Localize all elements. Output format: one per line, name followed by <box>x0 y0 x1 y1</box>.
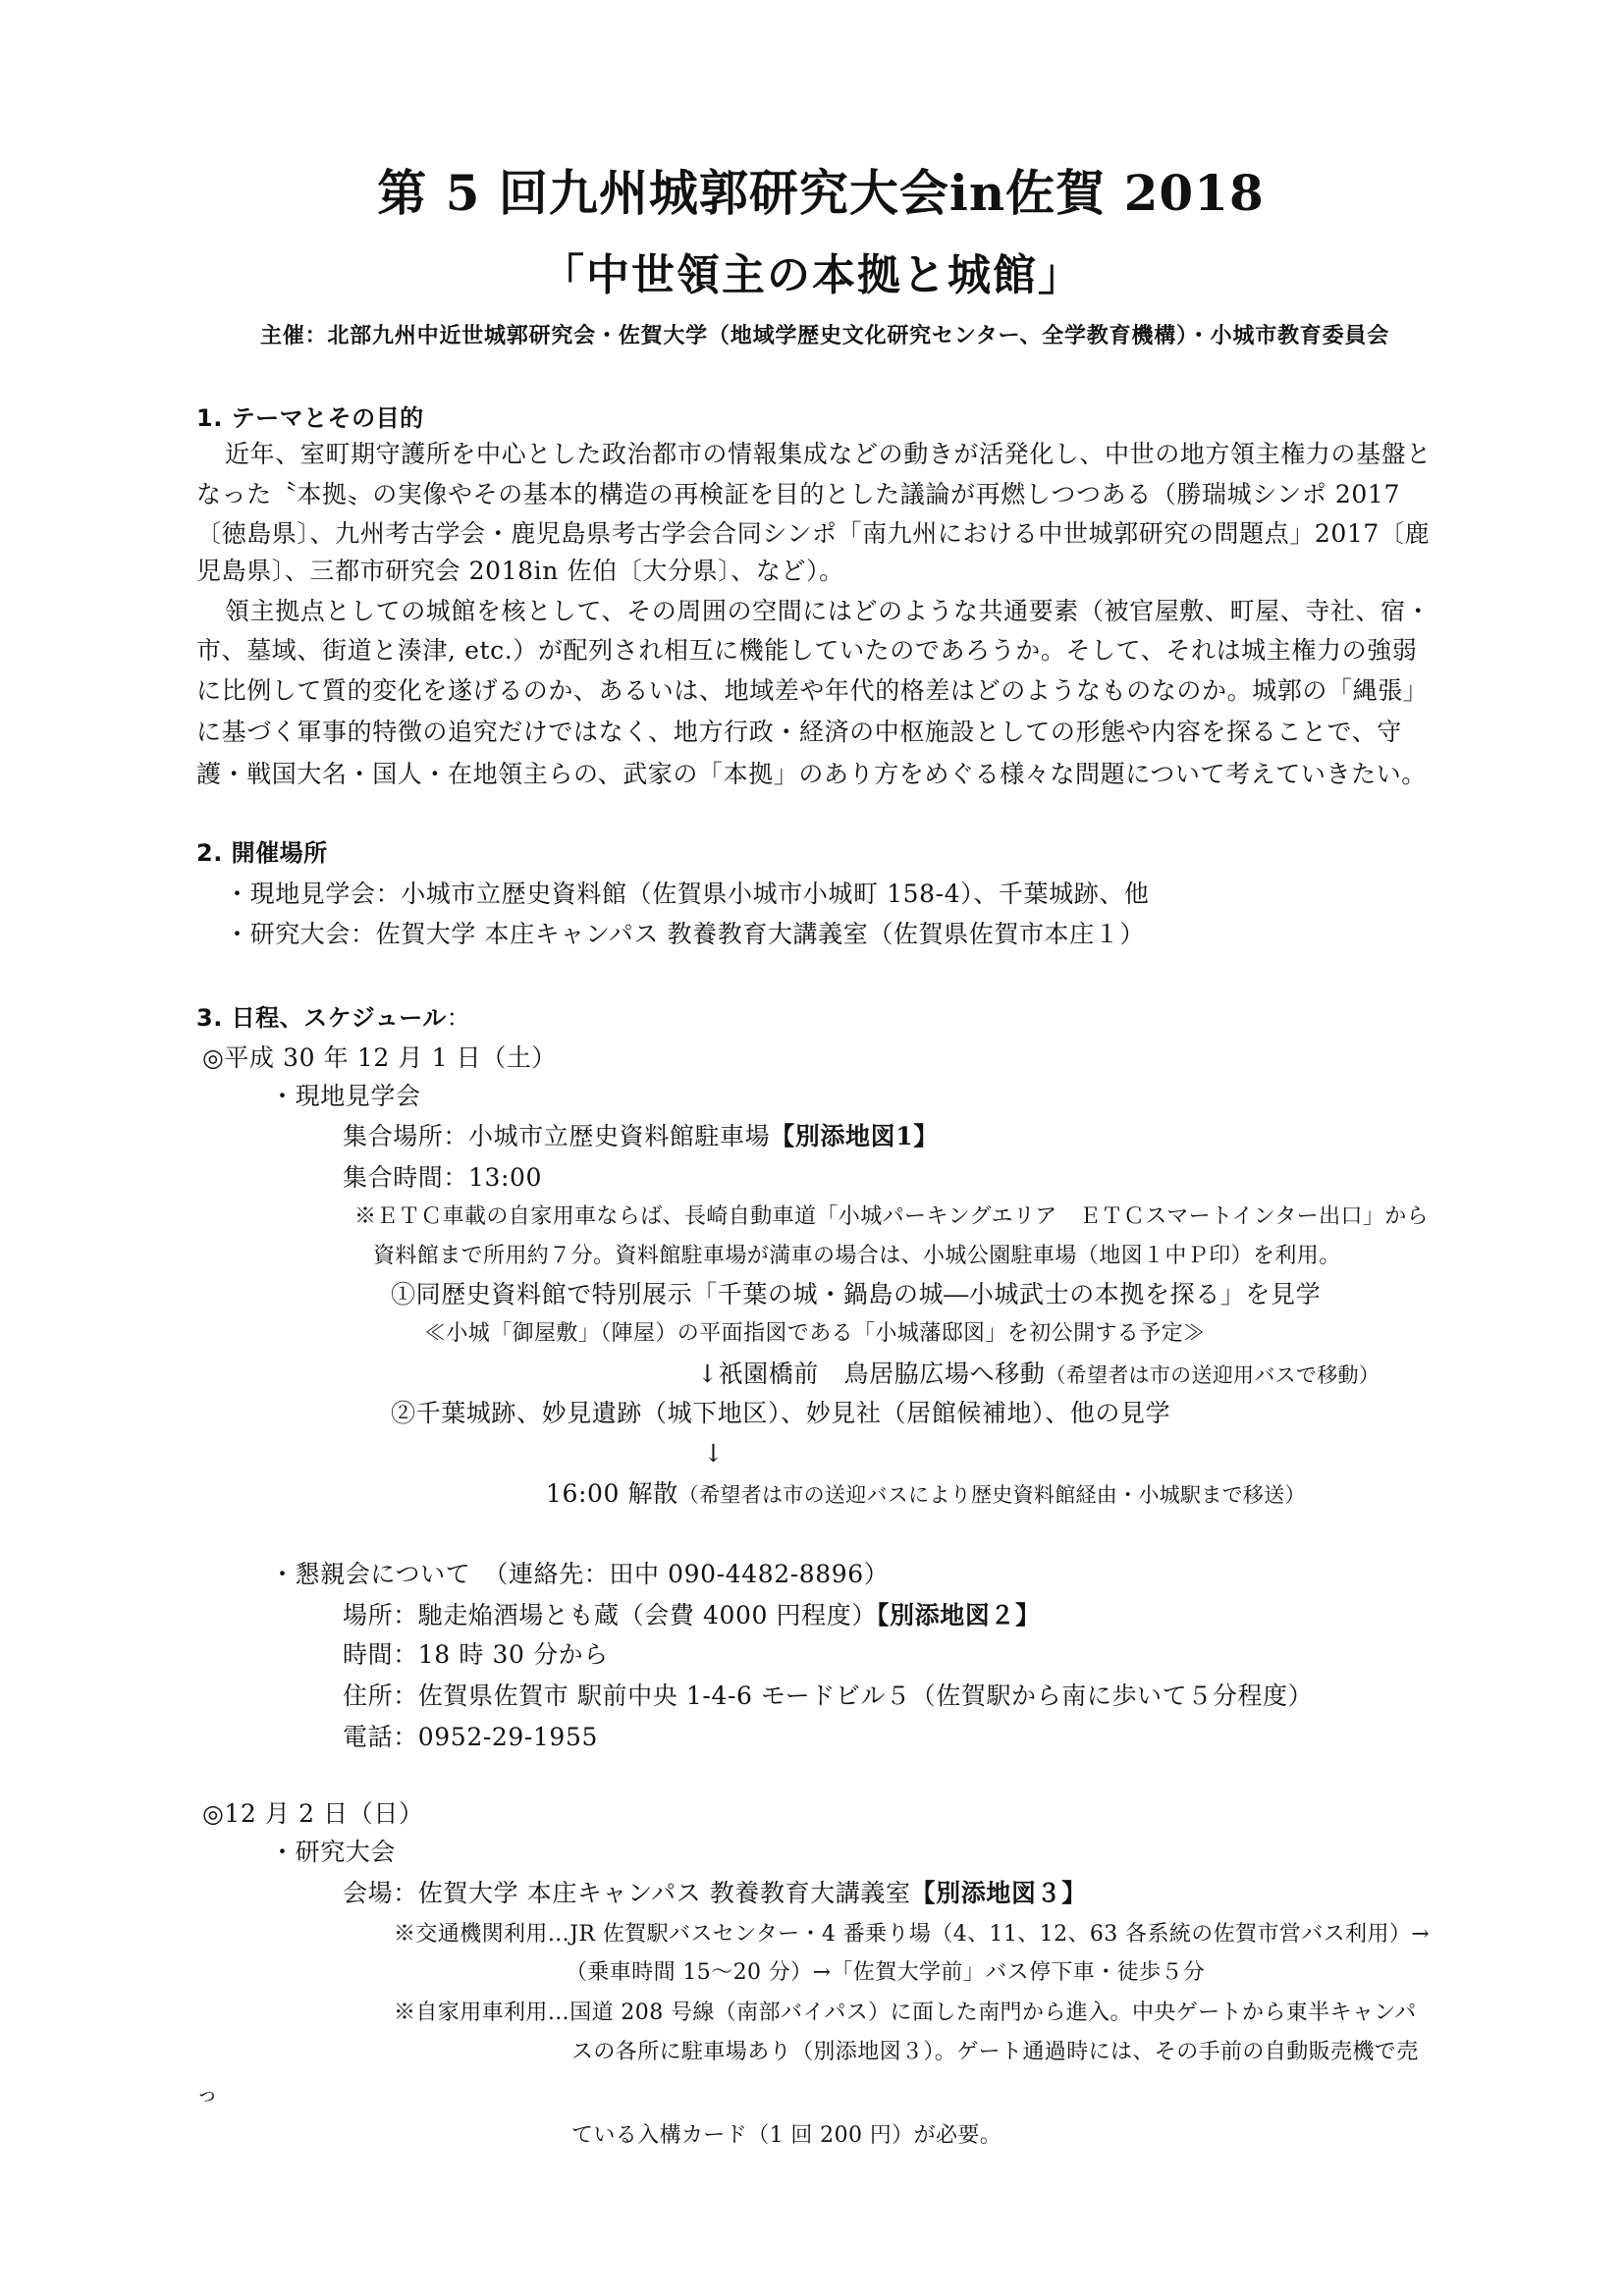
etc-note-line: 資料館まで所用約７分。資料館駐車場が満車の場合は、小城公園駐車場（地図１中Ｐ印）を利用。 <box>373 1244 1341 1268</box>
down-arrow-icon: ↓ <box>703 1439 725 1468</box>
stray-character: っ <box>196 2083 219 2108</box>
meeting-time: 集合時間：13:00 <box>343 1163 543 1192</box>
party-label: ・懇親会について （連絡先：田中 090-4482-8896） <box>270 1560 890 1588</box>
paragraph-line: 護・戦国大名・国人・在地領主らの、武家の「本拠」のあり方をめぐる様々な問題について考えていきたい。 <box>196 760 1427 788</box>
paragraph-line: 児島県〕、三都市研究会 2018in 佐伯〔大分県〕、など）。 <box>196 557 844 585</box>
map-reference: 【別添地図３】 <box>910 1879 1087 1907</box>
venue-item-tour: ・現地見学会：小城市立歴史資料館（佐賀県小城市小城町 158-4）、千葉城跡、他 <box>225 880 1150 908</box>
transit-note-line: （乗車時間 15～20 分）→「佐賀大学前」バス停下車・徒歩５分 <box>566 1960 1206 1985</box>
document-subtitle: 「中世領主の本拠と城館」 <box>541 250 1083 300</box>
party-time: 時間：18 時 30 分から <box>343 1640 609 1669</box>
conference-venue <box>343 1879 1087 1908</box>
paragraph-line: 領主拠点としての城館を核として、その周囲の空間にはどのような共通要素（被官屋敷、町屋、寺社、宿・ <box>225 597 1432 625</box>
tour-move-text: ↓祇園橋前 鳥居脇広場へ移動 <box>697 1360 1046 1388</box>
tour-label: ・現地見学会 <box>270 1082 421 1110</box>
car-note-line: スの各所に駐車場あり（別添地図３）。ゲート通過時には、その手前の自動販売機で売 <box>571 2040 1419 2064</box>
party-place-text: 場所：馳走焔酒場とも蔵（会費 4000 円程度） <box>343 1601 877 1629</box>
meeting-place <box>343 1122 939 1151</box>
meeting-place-text: 集合場所：小城市立歴史資料館駐車場 <box>343 1122 771 1150</box>
party-address: 住所：佐賀県佐賀市 駅前中央 1-4-6 モードビル５（佐賀駅から南に歩いて５分程度） <box>343 1682 1314 1710</box>
tour-step-2: ②千葉城跡、妙見遺跡（城下地区）、妙見社（居館候補地）、他の見学 <box>391 1399 1171 1427</box>
organizer-line: 主催：北部九州中近世城郭研究会・佐賀大学（地域学歴史文化研究センター、全学教育機構）・小城市教育委員会 <box>259 324 1390 348</box>
car-note-line: ている入構カード（1 回 200 円）が必要。 <box>571 2123 1002 2148</box>
paragraph-line: なった〝本拠〟の実像やその基本的構造の再検証を目的とした議論が再燃しつつある（勝瑞城シンポ 2017 <box>196 480 1400 508</box>
tour-dismiss <box>546 1479 1306 1510</box>
tour-move <box>697 1360 1380 1390</box>
section-heading-schedule-text: 3. 日程、スケジュール <box>196 1004 447 1032</box>
tour-step-1-note: ≪小城「御屋敷」（陣屋）の平面指図である「小城藩邸図」を初公開する予定≫ <box>424 1321 1206 1346</box>
party-phone: 電話：0952-29-1955 <box>343 1723 598 1751</box>
party-place <box>343 1601 1041 1630</box>
tour-dismiss-note: （希望者は市の送迎バスにより歴史資料館経由・小城駅まで移送） <box>677 1483 1306 1507</box>
section-heading-colon: ： <box>446 1004 471 1032</box>
section-heading-schedule <box>196 1004 470 1033</box>
venue-item-conference: ・研究大会：佐賀大学 本庄キャンパス 教養教育大講義室（佐賀県佐賀市本庄１） <box>225 920 1145 948</box>
paragraph-line: 近年、室町期守護所を中心とした政治都市の情報集成などの動きが活発化し、中世の地方領主権力の基盤と <box>225 440 1432 468</box>
paragraph-line: に比例して質的変化を遂げるのか、あるいは、地域差や年代的格差はどのようなものなのか。城郭の「縄張」 <box>196 676 1429 705</box>
etc-note-line: ※ＥＴＣ車載の自家用車ならば、長崎自動車道「小城パーキングエリア ＥＴＣスマートインター出口」から <box>354 1204 1430 1229</box>
map-reference: 【別添地図２】 <box>876 1601 1041 1629</box>
document-title: 第 5 回九州城郭研究大会in佐賀 2018 <box>377 164 1265 222</box>
conference-label: ・研究大会 <box>270 1838 397 1866</box>
paragraph-line: 市、墓域、街道と湊津, etc.）が配列され相互に機能していたのであろうか。そして、それは城主権力の強弱 <box>196 636 1418 665</box>
conference-venue-text: 会場：佐賀大学 本庄キャンパス 教養教育大講義室 <box>343 1879 911 1907</box>
transit-note-line: ※交通機関利用…JR 佐賀駅バスセンター・4 番乗り場（4、11、12、63 各系統の佐賀市営バス利用）→ <box>394 1922 1431 1947</box>
tour-step-1: ①同歴史資料館で特別展示「千葉の城・鍋島の城―小城武士の本拠を探る」を見学 <box>391 1280 1322 1308</box>
car-note-line: ※自家用車利用…国道 208 号線（南部バイパス）に面した南門から進入。中央ゲートから東半キャンパ <box>394 2001 1417 2025</box>
map-reference: 【別添地図1】 <box>770 1122 939 1150</box>
paragraph-line: に基づく軍事的特徴の追究だけではなく、地方行政・経済の中枢施設としての形態や内容を探ることで、守 <box>196 718 1402 746</box>
tour-dismiss-text: 16:00 解散 <box>546 1479 678 1508</box>
day1-date: ◎平成 30 年 12 月 1 日（土） <box>202 1043 558 1072</box>
paragraph-line: 〔徳島県〕、九州考古学会・鹿児島県考古学会合同シンポ「南九州における中世城郭研究の問題点」2017〔鹿 <box>196 519 1431 548</box>
day2-date: ◎12 月 2 日（日） <box>202 1799 424 1828</box>
tour-move-note: （希望者は市の送迎用バスで移動） <box>1045 1363 1380 1387</box>
section-heading-theme: 1. テーマとその目的 <box>196 404 424 432</box>
section-heading-venue: 2. 開催場所 <box>196 839 328 867</box>
